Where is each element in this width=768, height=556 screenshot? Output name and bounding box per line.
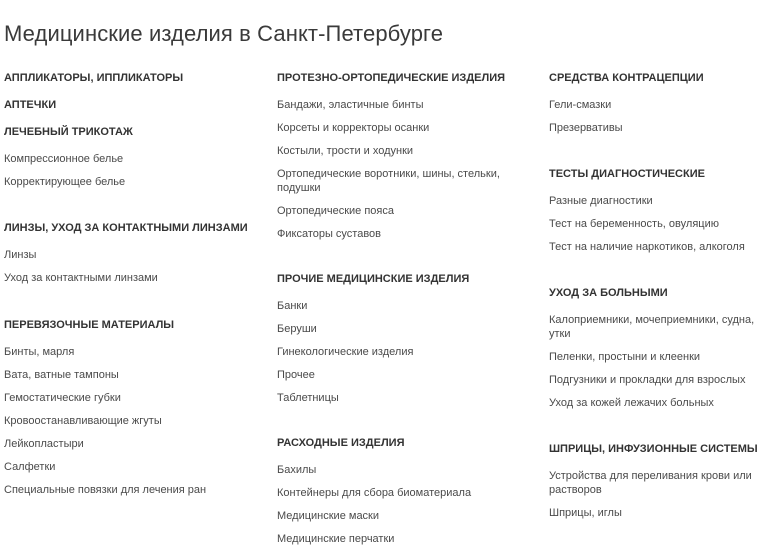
subcategory-link[interactable]: Уход за кожей лежачих больных [549,397,714,409]
category-heading[interactable]: АПТЕЧКИ [4,99,57,111]
subcategory-link[interactable]: Салфетки [4,461,56,473]
category-section [277,71,539,241]
category-heading[interactable]: РАСХОДНЫЕ ИЗДЕЛИЯ [277,437,405,449]
subcategory-link[interactable]: Бахилы [277,464,317,476]
subcategory-link[interactable]: Калоприемники, мочеприемники, судна, утки [549,314,755,340]
subcategory-link[interactable]: Вата, ватные тампоны [4,369,119,381]
category-section [549,286,763,410]
subcategory-link[interactable]: Ортопедические воротники, шины, стельки, подушки [277,168,500,194]
page-title: Медицинские изделия в Санкт-Петербурге [4,20,444,46]
category-section [277,272,539,405]
subcategory-link[interactable]: Кровоостанавливающие жгуты [4,415,162,427]
subcategory-link[interactable]: Контейнеры для сбора биоматериала [277,487,472,499]
subcategory-link[interactable]: Гинекологические изделия [277,346,414,358]
subcategory-link[interactable]: Прочее [277,369,315,381]
category-section [277,436,539,546]
category-section [549,167,763,254]
subcategory-list [549,469,763,520]
subcategory-list [4,152,266,189]
category-section [4,221,266,285]
subcategory-list [4,345,266,497]
subcategory-link[interactable]: Гели-смазки [549,99,612,111]
subcategory-link[interactable]: Компрессионное белье [4,153,124,165]
category-heading[interactable]: УХОД ЗА БОЛЬНЫМИ [549,287,668,299]
subcategory-link[interactable]: Тест на наличие наркотиков, алкоголя [549,241,745,253]
subcategory-list [4,248,266,285]
subcategory-list [549,313,763,410]
subcategory-link[interactable]: Разные диагностики [549,195,653,207]
subcategory-link[interactable]: Устройства для переливания крови или растворов [549,470,752,496]
subcategory-list [549,98,763,135]
category-heading[interactable]: АППЛИКАТОРЫ, ИППЛИКАТОРЫ [4,72,184,84]
subcategory-list [277,98,539,241]
category-heading[interactable]: ПЕРЕВЯЗОЧНЫЕ МАТЕРИАЛЫ [4,319,175,331]
subcategory-link[interactable]: Медицинские маски [277,510,380,522]
category-section [4,98,266,112]
subcategory-link[interactable]: Презервативы [549,122,623,134]
subcategory-link[interactable]: Гемостатические губки [4,392,121,404]
subcategory-link[interactable]: Костыли, трости и ходунки [277,145,414,157]
subcategory-link[interactable]: Тест на беременность, овуляцию [549,218,719,230]
subcategory-link[interactable]: Подгузники и прокладки для взрослых [549,374,746,386]
subcategory-link[interactable]: Уход за контактными линзами [4,272,158,284]
subcategory-link[interactable]: Фиксаторы суставов [277,228,382,240]
subcategory-link[interactable]: Беруши [277,323,317,335]
category-heading[interactable]: СРЕДСТВА КОНТРАЦЕПЦИИ [549,72,704,84]
category-heading[interactable]: ПРОТЕЗНО-ОРТОПЕДИЧЕСКИЕ ИЗДЕЛИЯ [277,72,506,84]
category-heading[interactable]: ТЕСТЫ ДИАГНОСТИЧЕСКИЕ [549,168,705,180]
subcategory-link[interactable]: Корректирующее белье [4,176,126,188]
subcategory-link[interactable]: Таблетницы [277,392,339,404]
category-section [4,125,266,189]
subcategory-link[interactable]: Ортопедические пояса [277,205,394,217]
category-heading[interactable]: ЛЕЧЕБНЫЙ ТРИКОТАЖ [4,126,133,138]
subcategory-link[interactable]: Корсеты и корректоры осанки [277,122,430,134]
subcategory-link[interactable]: Шприцы, иглы [549,507,622,519]
category-section [549,442,763,520]
subcategory-link[interactable]: Банки [277,300,308,312]
category-heading[interactable]: ШПРИЦЫ, ИНФУЗИОННЫЕ СИСТЕМЫ [549,443,758,455]
subcategory-link[interactable]: Бинты, марля [4,346,75,358]
subcategory-link[interactable]: Специальные повязки для лечения ран [4,484,207,496]
subcategory-link[interactable]: Пеленки, простыни и клеенки [549,351,701,363]
category-section [4,71,266,85]
subcategory-link[interactable]: Линзы [4,249,37,261]
subcategory-list [549,194,763,254]
subcategory-link[interactable]: Медицинские перчатки [277,533,395,545]
category-section [549,71,763,135]
category-heading[interactable]: ЛИНЗЫ, УХОД ЗА КОНТАКТНЫМИ ЛИНЗАМИ [4,222,248,234]
category-section [4,318,266,497]
subcategory-list [277,463,539,546]
subcategory-link[interactable]: Лейкопластыри [4,438,84,450]
subcategory-link[interactable]: Бандажи, эластичные бинты [277,99,424,111]
subcategory-list [277,299,539,405]
category-heading[interactable]: ПРОЧИЕ МЕДИЦИНСКИЕ ИЗДЕЛИЯ [277,273,470,285]
